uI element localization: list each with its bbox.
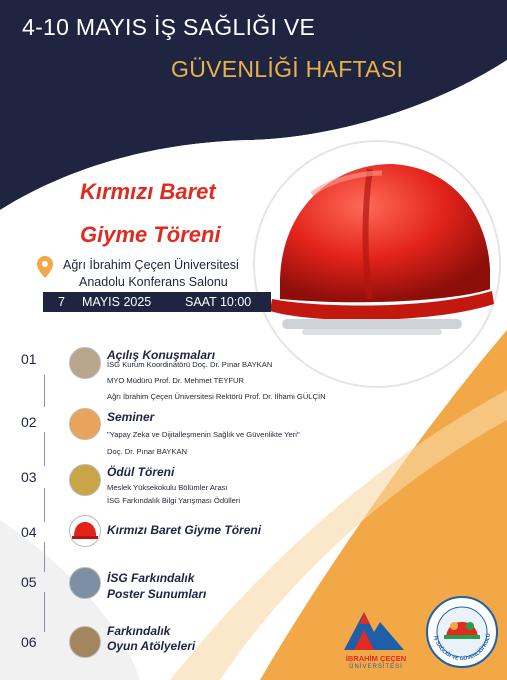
header-title-line2: GÜVENLİĞİ HAFTASI: [171, 56, 404, 82]
item-detail: Meslek Yüksekokulu Bölümler Arası: [107, 483, 228, 492]
item-heading: İSG Farkındalık: [107, 571, 195, 585]
item-detail: İSG Kurum Koordinatörü Doç. Dr. Pınar BAYKAN: [107, 360, 273, 369]
timeline-connector: [44, 592, 45, 632]
university-logo-text1: İBRAHİM ÇEÇEN: [345, 654, 407, 663]
speaker-icon: [69, 347, 101, 379]
item-heading-line2: Poster Sunumları: [107, 587, 207, 601]
club-logo-ring-text: [426, 596, 498, 668]
event-location-line1: Ağrı İbrahim Çeçen Üniversitesi: [63, 258, 239, 272]
item-detail: İSG Farkındalık Bilgi Yarışması Ödülleri: [107, 496, 241, 505]
event-title-line1: Kırmızı Baret: [80, 179, 216, 204]
trophy-icon: [69, 464, 101, 496]
timeline-connector: [44, 432, 45, 466]
workshop-icon: [69, 626, 101, 658]
red-helmet-image: [252, 139, 502, 389]
item-heading: Farkındalık: [107, 624, 171, 638]
item-heading-line2: Oyun Atölyeleri: [107, 639, 196, 653]
timeline-connector: [44, 375, 45, 407]
item-detail: MYO Müdürü Prof. Dr. Mehmet TEYFUR: [107, 376, 245, 385]
item-number: 06: [21, 634, 37, 650]
event-time: SAAT 10:00: [185, 295, 252, 309]
item-heading: Açılış Konuşmaları: [107, 348, 216, 362]
poster-icon: [69, 567, 101, 599]
item-number: 05: [21, 574, 37, 590]
university-logo: [340, 604, 408, 654]
item-detail: "Yapay Zeka ve Dijitalleşmenin Sağlık ve Güvenlikte Yeri": [107, 430, 300, 439]
location-pin-icon: [37, 256, 53, 278]
item-number: 03: [21, 469, 37, 485]
seminar-icon: [69, 408, 101, 440]
item-detail: Doç. Dr. Pınar BAYKAN: [107, 447, 188, 456]
svg-text:İŞ SAĞLIĞI VE GÜVENLİĞİ KULÜBÜ: İŞ SAĞLIĞI VE GÜVENLİĞİ KULÜ: [432, 633, 492, 663]
helmet-icon: [69, 515, 101, 547]
item-number: 01: [21, 351, 37, 367]
item-number: 02: [21, 414, 37, 430]
timeline-connector: [44, 488, 45, 522]
event-location-line2: Anadolu Konferans Salonu: [79, 275, 228, 289]
item-heading: Kırmızı Baret Giyme Töreni: [107, 523, 262, 537]
timeline-connector: [44, 542, 45, 572]
university-logo-text2: ÜNİVERSİTESİ: [349, 664, 403, 670]
item-heading: Ödül Töreni: [107, 465, 175, 479]
header-title-line3: ETKİNLİKLERİ: [150, 96, 307, 122]
item-heading: Seminer: [107, 410, 155, 424]
item-detail: Ağrı İbrahim Çeçen Üniversitesi Rektörü Prof. Dr. İlhami GÜLÇİN: [107, 392, 326, 401]
header-title-line1: 4-10 MAYIS İŞ SAĞLIĞI VE: [22, 14, 316, 40]
event-title-line2: Giyme Töreni: [80, 222, 221, 247]
item-number: 04: [21, 524, 37, 540]
date-month-year: MAYIS 2025: [82, 295, 152, 309]
date-day: 7: [58, 295, 65, 309]
